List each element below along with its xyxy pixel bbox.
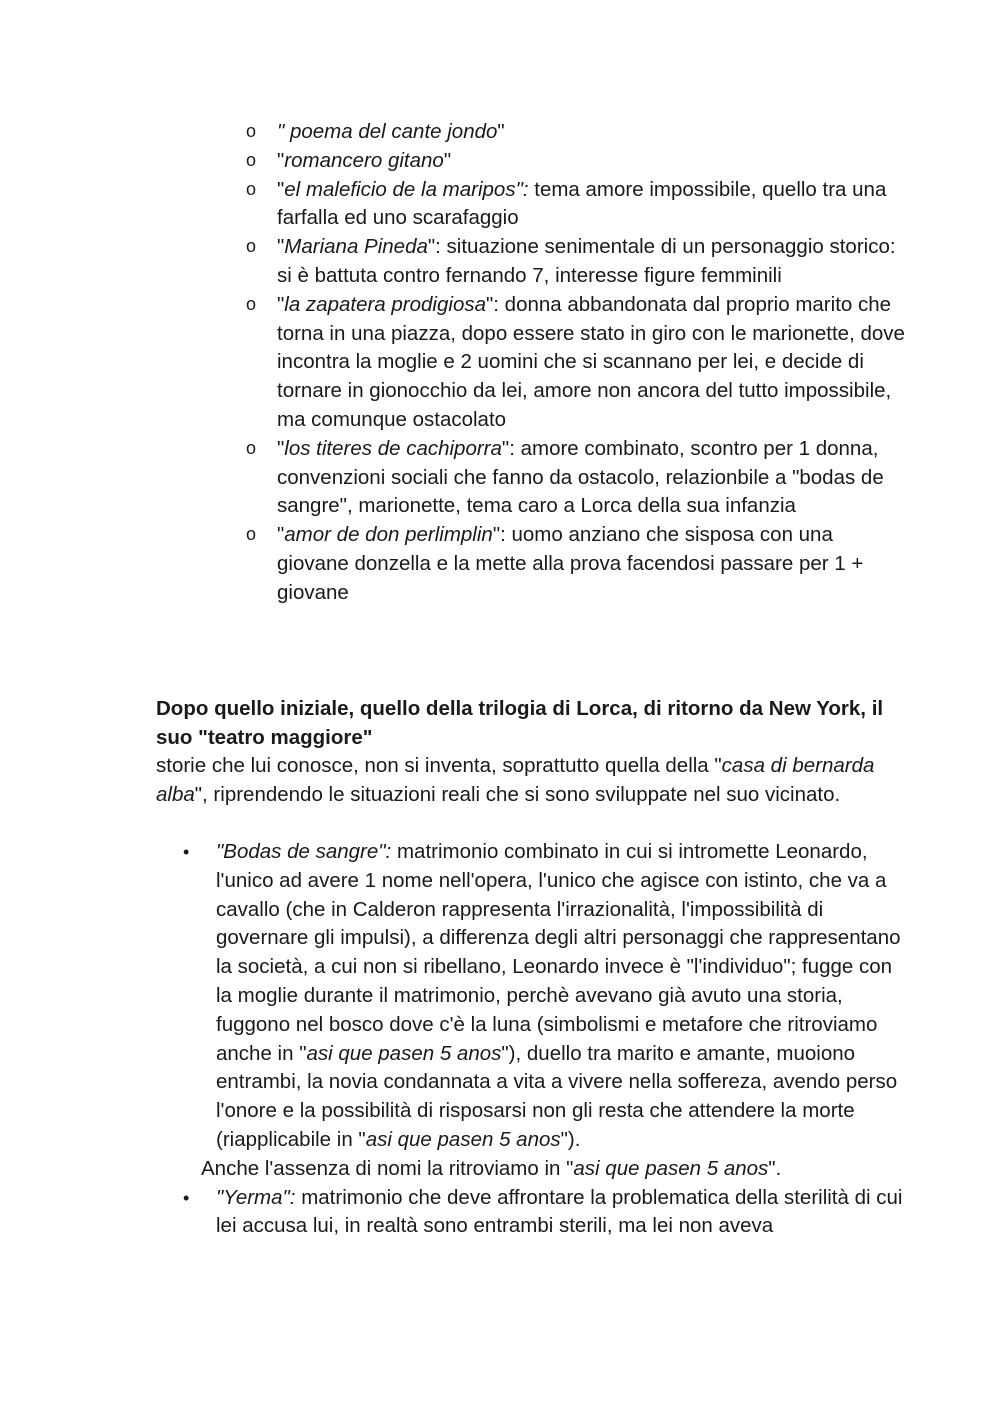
work-title: Mariana Pineda — [284, 235, 428, 259]
work-title: "Bodas de sangre": — [216, 840, 392, 863]
work-title: el maleficio de la maripos": — [284, 177, 529, 201]
work-title: " poema del cante jondo — [277, 120, 498, 143]
work-title: asi que pasen 5 anos — [365, 1127, 561, 1151]
works-sub-list — [0, 118, 1000, 608]
work-title: amor de don perlimplin — [284, 523, 493, 547]
work-title: romancero gitano — [284, 148, 444, 172]
work-title: casa di bernarda alba — [156, 754, 875, 806]
work-title: los titeres de cachiporra — [284, 436, 502, 460]
circle-bullet-icon: o — [246, 149, 257, 170]
intro-paragraph: storie che lui conosce, non si inventa, soprattutto quella della "casa di bernarda alba", riprendendo le situazioni reali che si sono sviluppate nel suo vicinato. — [156, 754, 875, 806]
list-item: o " poema del cante jondo" — [246, 120, 505, 143]
circle-bullet-icon: o — [246, 121, 257, 141]
list-item: o "los titeres de cachiporra": amore combinato, scontro per 1 donna, convenzioni sociali che fanno da ostacolo, relazionbile a "bodas de sangre", marionette, tema caro a Lorca della sua infanzia — [246, 436, 884, 518]
circle-bullet-icon: o — [246, 178, 257, 199]
work-title: "Yerma": — [216, 1185, 296, 1209]
work-title: asi que pasen 5 anos — [573, 1156, 769, 1180]
list-item: o "romancero gitano" — [246, 148, 452, 172]
list-item: o "el maleficio de la maripos": tema amore impossibile, quello tra una farfalla ed uno scarafaggio — [246, 177, 887, 230]
circle-bullet-icon: o — [246, 236, 257, 257]
bullet-icon: • — [183, 842, 190, 862]
list-item-yerma: • "Yerma": matrimonio che deve affrontare la problematica della sterilità di cui lei accusa lui, in realtà sono entrambi sterili, ma lei non aveva — [183, 1185, 903, 1238]
circle-bullet-icon: o — [246, 293, 257, 314]
list-item-bodas-de-sangre: • "Bodas de sangre": matrimonio combinato in cui si intromette Leonardo, l'unico ad avere 1 nome nell'opera, l'unico che agisce con istinto, che va a cavallo (che in Calderon rappresenta l'irrazionalità, l'impossibilità di governare gli impulsi), a differenza degli altri personaggi che rappresentano la società, a cui non si ribellano, Leonardo invece è "l'individuo"; fugge con la moglie durante il matrimonio, perchè avevano già avuto una storia, fuggono nel bosco dove c'è la luna (simbolismi e metafore che ritroviamo anche in "asi que pasen 5 anos"), duello tra marito e amante, muoiono entrambi, la novia condannata a vita a vivere nella soffereza, avendo perso l'onore e la possibilità di risposarsi non gli resta che attendere la morte (riapplicabile in "asi que pasen 5 anos"). — [183, 840, 901, 1151]
list-item: o "amor de don perlimplin": uomo anziano che sisposa con una giovane donzella e la mette alla prova facendosi passare per 1 + giovane — [246, 523, 864, 604]
circle-bullet-icon: o — [246, 437, 257, 458]
circle-bullet-icon: o — [246, 524, 257, 545]
list-item: o "la zapatera prodigiosa": donna abbandonata dal proprio marito che torna in una piazza, dopo essere stato in giro con le marionette, dove incontra la moglie e 2 uomini che si scannano per lei, e decide di tornare in gionocchio da lei, amore non ancora del tutto impossibile, ma comunque ostacolato — [246, 292, 905, 431]
trilogy-list — [0, 838, 1000, 1241]
work-title: asi que pasen 5 anos — [306, 1041, 502, 1065]
bullet-icon: • — [183, 1187, 190, 1208]
section-heading: Dopo quello iniziale, quello della trilogia di Lorca, di ritorno da New York, il suo "teatro maggiore" — [156, 697, 884, 749]
list-item: o "Mariana Pineda": situazione senimentale di un personaggio storico: si è battuta contro fernando 7, interesse figure femminili — [246, 235, 896, 287]
note-paragraph: Anche l'assenza di nomi la ritroviamo in "asi que pasen 5 anos". — [201, 1156, 782, 1180]
work-title: la zapatera prodigiosa — [284, 292, 486, 316]
